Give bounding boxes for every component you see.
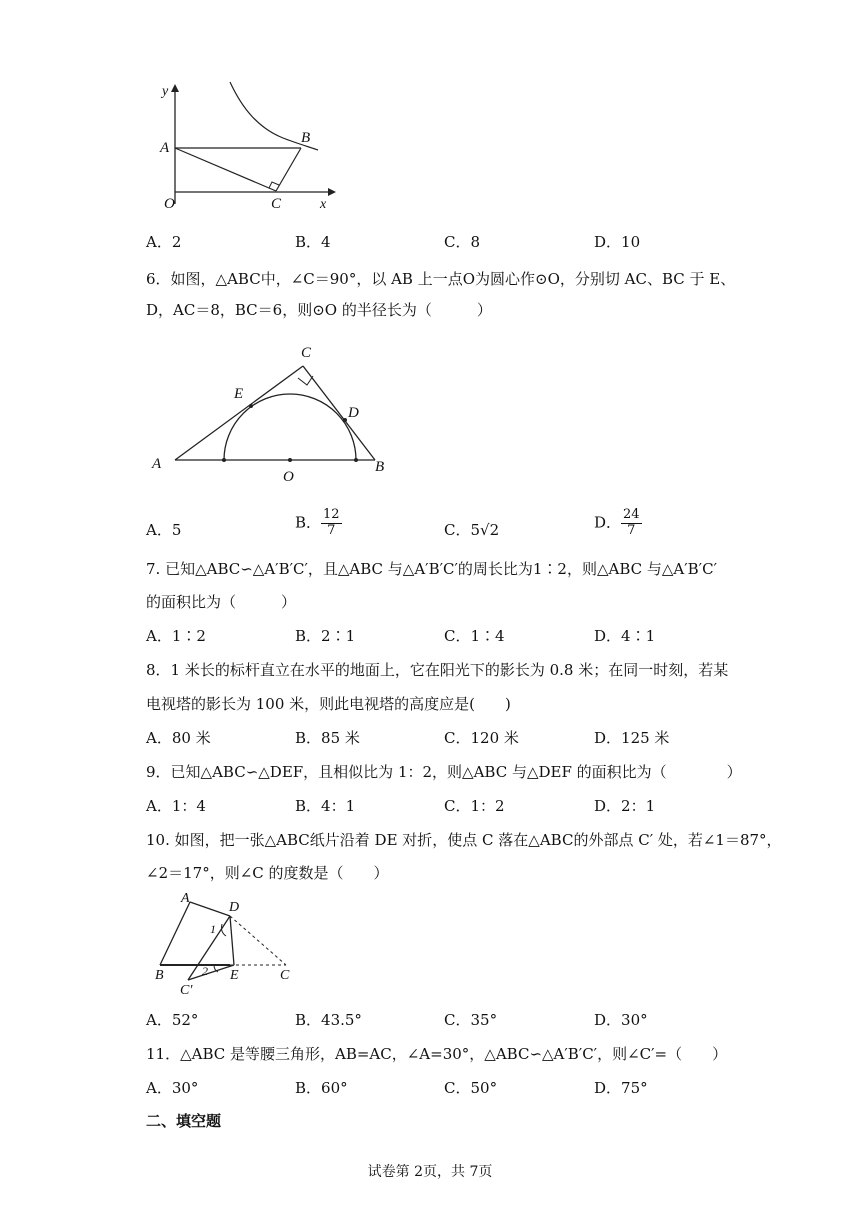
section-heading-fill-in: 二、填空题: [146, 1112, 222, 1130]
fig10-label-e: E: [230, 968, 239, 983]
q7-option-c[interactable]: C．1∶4: [444, 627, 505, 645]
q8-option-b[interactable]: B．85 米: [295, 729, 360, 747]
q9-option-a[interactable]: A．1：4: [146, 797, 206, 815]
q5-option-a[interactable]: A．2: [146, 233, 182, 251]
q11-option-b[interactable]: B．60°: [295, 1079, 348, 1097]
fig10-label-a: A: [181, 891, 190, 906]
q5-option-b[interactable]: B．4: [295, 233, 331, 251]
fig10-label-2: 2: [202, 964, 208, 978]
q10-stem-line1: 10. 如图，把一张△ABC纸片沿着 DE 对折，使点 C 落在△ABC的外部点 C′ 处，若∠1＝87°，: [146, 831, 782, 849]
q7-option-a[interactable]: A．1∶2: [146, 627, 206, 645]
page-footer: 试卷第 2页，共 7页: [367, 1164, 493, 1180]
q11-option-d[interactable]: D．75°: [594, 1079, 648, 1097]
q10-option-b[interactable]: B．43.5°: [295, 1011, 362, 1029]
q8-stem-line2: 电视塔的影长为 100 米，则此电视塔的高度应是( ): [146, 695, 511, 713]
fig5-label-c: C: [271, 196, 282, 212]
q6-option-d-denominator: 7: [627, 522, 636, 538]
q6-option-d-fraction: [621, 508, 642, 539]
fig6-label-d: D: [348, 405, 359, 421]
q10-option-c[interactable]: C．35°: [444, 1011, 498, 1029]
fig10-label-c-prime: C′: [180, 983, 193, 998]
fig6-label-a: A: [152, 456, 162, 472]
q6-option-c[interactable]: C．5√2: [444, 521, 500, 539]
q6-option-a[interactable]: A．5: [146, 521, 182, 539]
fig6-label-c: C: [301, 345, 312, 361]
q10-option-a[interactable]: A．52°: [146, 1011, 199, 1029]
q6-option-d-prefix: D．: [594, 513, 622, 532]
q7-option-d[interactable]: D．4∶1: [594, 627, 656, 645]
q8-option-d[interactable]: D．125 米: [594, 729, 670, 747]
fig10-label-d: D: [229, 900, 240, 915]
q6-option-d-numerator: 24: [623, 507, 640, 522]
q11-option-c[interactable]: C．50°: [444, 1079, 498, 1097]
figure-q5: [158, 80, 338, 212]
q6-option-b-prefix: B．: [295, 513, 322, 532]
q8-stem-line1: 8．1 米长的标杆直立在水平的地面上，它在阳光下的影长为 0.8 米；在同一时刻，若某: [146, 661, 729, 679]
q6-option-b[interactable]: [295, 508, 342, 539]
fig5-label-b: B: [301, 130, 311, 146]
q9-option-b[interactable]: B．4：1: [295, 797, 356, 815]
fig5-label-y: y: [162, 84, 169, 99]
fig10-label-c: C: [280, 968, 290, 983]
q7-stem-line1: 7. 已知△ABC∽△A′B′C′，且△ABC 与△A′B′C′的周长比为1∶2，则△ABC 与△A′B′C′: [146, 560, 717, 578]
q9-stem-line1: 9．已知△ABC∽△DEF，且相似比为 1：2，则△ABC 与△DEF 的面积比为（ ）: [146, 763, 742, 781]
fig10-label-b: B: [155, 968, 164, 983]
fig6-label-o: O: [283, 469, 294, 485]
q6-option-b-fraction: [321, 508, 342, 539]
q7-stem-line2: 的面积比为（ ）: [146, 593, 297, 611]
fig5-label-x: x: [320, 197, 327, 212]
q8-option-c[interactable]: C．120 米: [444, 729, 519, 747]
q9-option-c[interactable]: C．1：2: [444, 797, 505, 815]
q5-option-d[interactable]: D．10: [594, 233, 641, 251]
q6-option-b-denominator: 7: [327, 522, 336, 538]
q5-option-c[interactable]: C．8: [444, 233, 481, 251]
fig6-label-b: B: [375, 459, 385, 475]
q8-option-a[interactable]: A．80 米: [146, 729, 211, 747]
figure-q6: [148, 340, 398, 488]
q7-option-b[interactable]: B．2∶1: [295, 627, 356, 645]
q6-stem-line2: D，AC＝8，BC＝6，则⊙O 的半径长为（ ）: [146, 301, 492, 319]
fig5-label-o: O: [164, 196, 175, 212]
q9-option-d[interactable]: D．2：1: [594, 797, 656, 815]
q6-stem-line1: 6．如图，△ABC中，∠C＝90°，以 AB 上一点O为圆心作⊙O，分别切 AC、BC 于 E、: [146, 270, 736, 288]
q11-stem-line1: 11．△ABC 是等腰三角形，AB=AC，∠A=30°，△ABC∽△A′B′C′，则∠C′=（ ）: [146, 1045, 728, 1063]
q6-option-b-numerator: 12: [323, 507, 340, 522]
fig5-label-a: A: [160, 140, 170, 156]
q10-option-d[interactable]: D．30°: [594, 1011, 648, 1029]
q11-option-a[interactable]: A．30°: [146, 1079, 199, 1097]
fig10-label-1: 1: [210, 922, 216, 936]
figure-q10: [148, 890, 298, 998]
q10-stem-line2: ∠2＝17°，则∠C 的度数是（ ）: [146, 864, 389, 882]
fig6-label-e: E: [234, 386, 244, 402]
q6-option-d[interactable]: [594, 508, 642, 539]
